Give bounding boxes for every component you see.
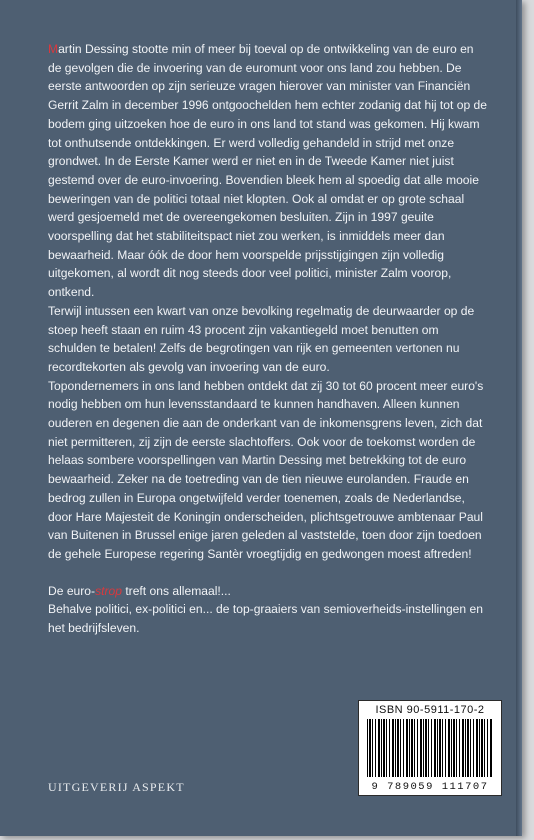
barcode-bars [367,719,493,777]
drop-cap: M [48,42,59,56]
barcode [358,700,502,796]
ean-number: 9 789059 111707 [371,781,489,793]
blurb-text [48,40,488,638]
paragraph-gap [48,564,488,582]
blurb-paragraph-1: Martin Dessing stootte min of meer bij toeval op de ontwikkeling van de euro en de gevolgen die de invoering van de euromunt voor ons land zou hebben. De eerste antwoorden op zijn serieuze vragen hierover van minister van Financiën Gerrit Zalm in december 1996 ontgoochelden hem echter zodanig dat hij tot op de bodem ging uitzoeken hoe de euro in ons land tot stand was gekomen. Hij kwam tot onthutsende ontdekkingen. Er werd volledig gehandeld in strijd met onze grondwet. In de Eerste Kamer werd er niet en in de Tweede Kamer niet juist gestemd over de euro-invoering. Bovendien bleek hem al spoedig dat alle mooie beweringen van de politici totaal niet klopten. Ook al omdat er op grote schaal werd gesjoemeld met de overeengekomen besluiten. Zijn in 1997 geuite voorspelling dat het stabiliteitspact niet zou werken, is inmiddels meer dan bewaarheid. Maar óók de door hem voorspelde prijsstijgingen zijn volledig uitgekomen, al wordt dit nog steeds door veel politici, minister Zalm voorop, ontkend. [48,42,488,300]
closing-line-1: De euro-strop treft ons allemaal!... [48,583,231,598]
isbn-label: ISBN 90-5911-170-2 [375,704,485,716]
publisher-name: UITGEVERIJ ASPEKT [48,780,185,794]
blurb-paragraph-2: Terwijl intussen een kwart van onze bevolking regelmatig de deurwaarder op de stoep heeft staan en ruim 43 procent zijn vakantiegeld moet benutten om schulden te betalen! Zelfs de begrotingen van rijk en gemeenten vertonen nu recordtekorten als gevolg van invoering van de euro. [48,303,475,374]
blurb-paragraph-3: Topondernemers in ons land hebben ontdekt dat zij 30 tot 60 procent meer euro's nodig hebben om hun levensstandaard te kunnen handhaven. Alleen kunnen ouderen en degenen die aan de onderkant van de inkomensgrens leven, zich dat niet permitteren, zij zijn de eerste slachtoffers. Ook voor de toekomst worden de helaas sombere voorspellingen van Martin Dessing met betrekking tot de euro bewaarheid. Zeker na de toetreding van de tien nieuwe eurolanden. Fraude en bedrog zullen in Europa ongetwijfeld verder toenemen, zoals de Nederlandse, door Hare Majesteit de Koningin onderscheiden, plichtsgetrouwe ambtenaar Paul van Buitenen in Brussel enige jaren geleden al vaststelde, toen door zijn toedoen de gehele Europese regering Santèr vroegtijdig en gedwongen moest aftreden! [48,378,484,561]
closing-line-2: Behalve politici, ex-politici en... de top-graaiers van semioverheids-instellingen en het bedrijfsleven. [48,602,483,636]
closing-highlight: strop [95,583,122,598]
cover-edge [516,0,522,836]
